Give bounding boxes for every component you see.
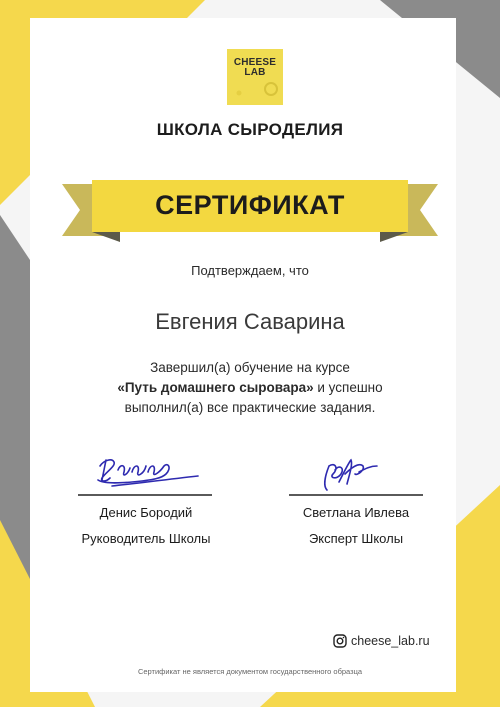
certificate-title: СЕРТИФИКАТ bbox=[155, 190, 345, 220]
course-line2-rest: и успешно bbox=[313, 380, 383, 395]
instagram-icon bbox=[333, 634, 347, 648]
school-name: ШКОЛА СЫРОДЕЛИЯ bbox=[156, 120, 344, 139]
signatory-name-2: Светлана Ивлева bbox=[302, 505, 410, 520]
course-line3: выполнил(а) все практические задания. bbox=[124, 400, 376, 415]
course-line1: Завершил(а) обучение на курсе bbox=[150, 360, 350, 375]
instagram-contact[interactable] bbox=[333, 633, 430, 649]
course-name: «Путь домашнего сыровара» bbox=[117, 380, 314, 395]
confirm-text: Подтверждаем, что bbox=[191, 263, 309, 278]
signature-borodiy bbox=[92, 450, 202, 495]
signatory-name-1: Денис Бородий bbox=[99, 505, 193, 520]
signature-line-right bbox=[289, 494, 423, 496]
signature-line-left bbox=[78, 494, 212, 496]
signature-ivleva bbox=[315, 452, 385, 497]
signatory-role-1: Руководитель Школы bbox=[81, 531, 211, 546]
logo-line2: LAB bbox=[244, 67, 266, 78]
signatory-role-2: Эксперт Школы bbox=[308, 531, 404, 546]
disclaimer: Сертификат не является документом государственного образца bbox=[137, 667, 363, 676]
cheese-lab-logo bbox=[227, 49, 283, 105]
instagram-handle[interactable]: cheese_lab.ru bbox=[351, 634, 430, 648]
logo-line1: CHEESE bbox=[233, 57, 277, 68]
course-description bbox=[60, 358, 440, 418]
recipient-name: Евгения Саварина bbox=[155, 309, 345, 334]
ribbon-fold-right bbox=[380, 232, 408, 242]
